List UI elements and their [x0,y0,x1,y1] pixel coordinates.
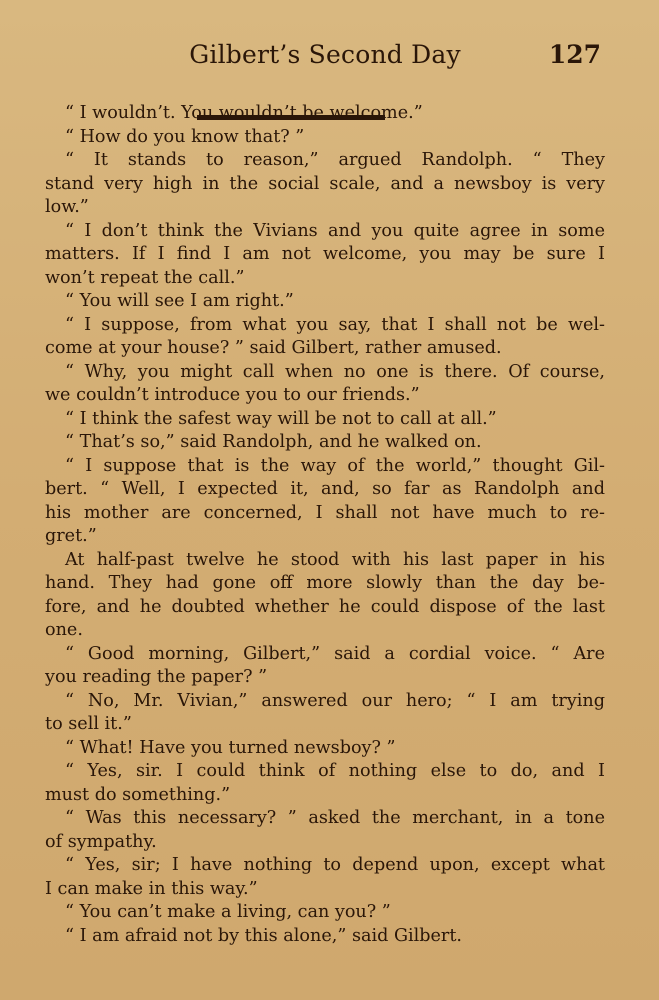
body-text [45,102,605,948]
text-line: we couldn’t introduce you to our friends.” [45,385,420,405]
text-line: hand. They had gone off more slowly than the day be- [45,573,605,593]
text-line: low.” [45,197,89,217]
text-line: “ It stands to reason,” argued Randolph. “ They [65,150,605,170]
text-line: one. [45,620,83,640]
text-line: matters. If I find I am not welcome, you may be sure I [45,244,605,264]
text-line: you reading the paper? ” [45,667,268,687]
text-line: “ Good morning, Gilbert,” said a cordial voice. “ Are [65,643,605,664]
text-line: come at your house? ” said Gilbert, rather amused. [45,338,502,358]
text-line: “ Yes, sir; I have nothing to depend upon, except what [65,855,605,875]
text-line: “ Why, you might call when no one is there. Of course, [65,361,605,382]
page-header [0,40,659,84]
text-line: bert. “ Well, I expected it, and, so far as Randolph and [45,479,605,499]
text-line: “ Was this necessary? ” asked the merchant, in a tone [65,808,605,828]
text-line: “ No, Mr. Vivian,” answered our hero; “ I am trying [65,690,605,711]
text-line: “ What! Have you turned newsboy? ” [65,737,396,758]
text-line: must do something.” [45,784,231,805]
text-line: “ You will see I am right.” [65,291,294,311]
text-line: At half-past twelve he stood with his last paper in his [65,549,605,570]
text-line: “ That’s so,” said Randolph, and he walked on. [65,432,482,452]
text-line: of sympathy. [45,831,157,852]
text-line: “ You can’t make a living, can you? ” [65,902,391,922]
page-number: 127 [548,40,601,69]
text-line: won’t repeat the call.” [45,267,245,288]
text-line: fore, and he doubted whether he could dispose of the last [45,596,605,617]
text-line: gret.” [45,526,97,546]
text-line: “ I wouldn’t. You wouldn’t be welcome.” [65,103,423,123]
text-line: “ I think the safest way will be not to call at all.” [65,408,497,429]
text-line: “ Yes, sir. I could think of nothing else to do, and I [65,761,605,781]
text-line: “ I suppose that is the way of the world,” thought Gil- [65,455,605,476]
text-line: “ I don’t think the Vivians and you quite agree in some [65,220,605,241]
text-line: “ I suppose, from what you say, that I shall not be wel- [65,314,605,335]
text-line: stand very high in the social scale, and a newsboy is very [45,173,605,194]
text-line: to sell it.” [45,714,132,734]
text-line: I can make in this way.” [45,878,258,899]
text-line: “ How do you know that? ” [65,126,305,147]
running-title: Gilbert’s Second Day [189,40,461,69]
text-line: his mother are concerned, I shall not have much to re- [45,502,605,523]
text-line: “ I am afraid not by this alone,” said Gilbert. [65,925,462,946]
